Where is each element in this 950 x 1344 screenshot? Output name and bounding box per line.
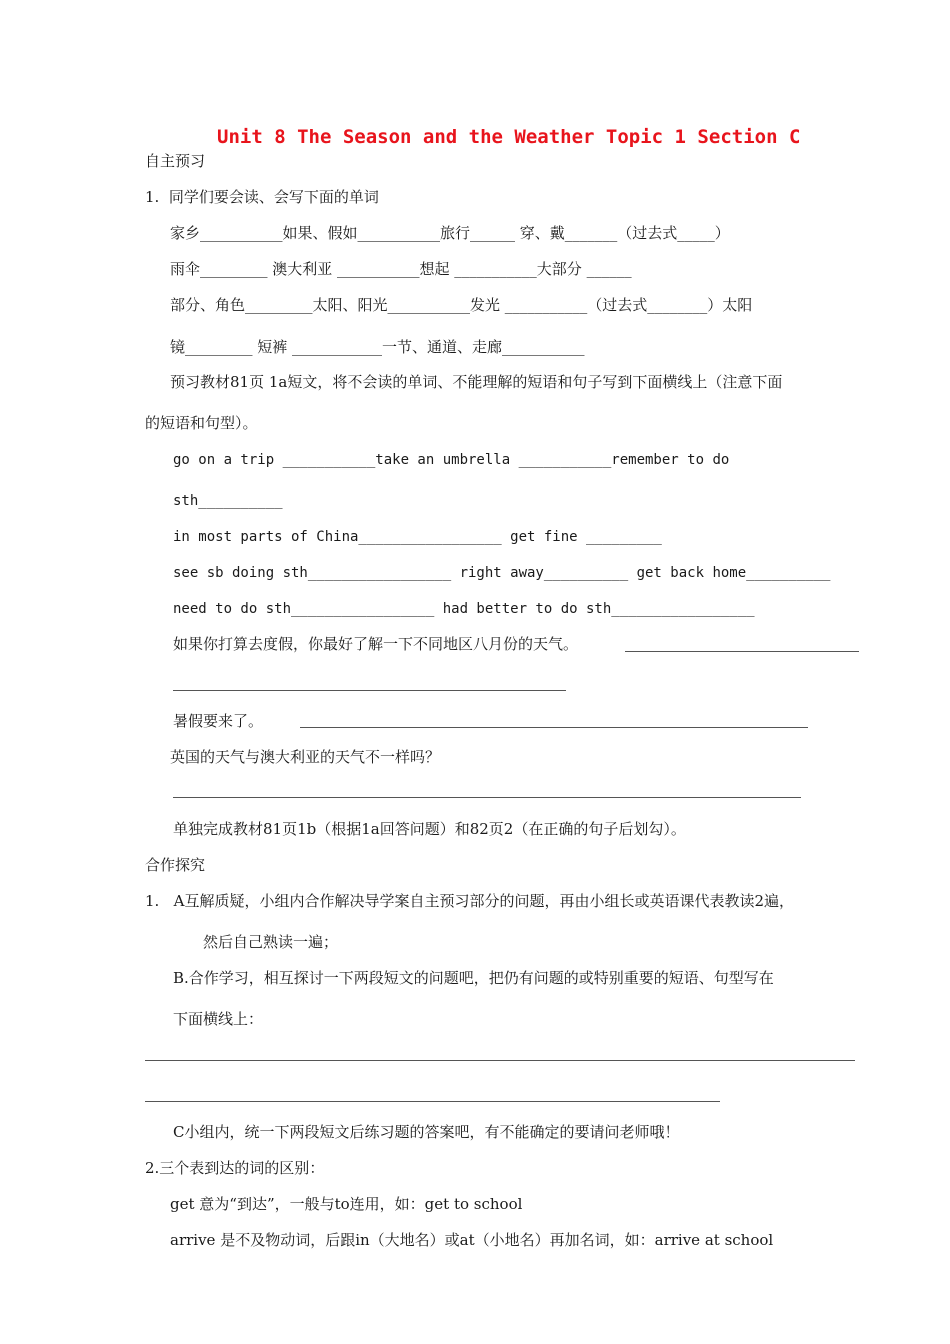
cooperation-item-a: 1. A互解质疑，小组内合作解决导学案自主预习部分的问题，再由小组长或英语课代表教读2遍， xyxy=(145,892,794,910)
answer-line xyxy=(145,1060,855,1061)
section-heading-cooperation: 合作探究 xyxy=(145,856,206,874)
cooperation-item-c: C小组内，统一下两段短文后练习题的答案吧，有不能确定的要请问老师哦！ xyxy=(173,1123,680,1141)
answer-line xyxy=(145,1101,720,1102)
vocab-line-4: 镜_________ 短裤 ____________一节、通道、走廊___________ xyxy=(170,338,585,356)
phrase-line-5: need to do sth_________________ had better to do sth_________________ xyxy=(173,601,755,617)
section-heading-self-study: 自主预习 xyxy=(145,152,206,170)
vocab-line-1: 家乡___________如果、假如___________旅行______ 穿、戴_______（过去式_____） xyxy=(170,224,730,242)
sentence-1: 如果你打算去度假，你最好了解一下不同地区八月份的天气。 xyxy=(173,635,579,653)
word-get-explanation: get 意为“到达”，一般与to连用，如：get to school xyxy=(170,1195,523,1213)
page-title: Unit 8 The Season and the Weather Topic 1 Section C xyxy=(217,126,801,148)
sentence-3: 英国的天气与澳大利亚的天气不一样吗？ xyxy=(170,748,441,766)
answer-line xyxy=(625,651,859,652)
vocab-line-2: 雨伞_________ 澳大利亚 ___________想起 ___________大部分 ______ xyxy=(170,260,632,278)
sentence-2: 暑假要来了。 xyxy=(173,712,264,730)
cooperation-item-b-cont: 下面横线上： xyxy=(173,1010,264,1028)
phrase-line-2: sth__________ xyxy=(173,493,283,509)
vocab-line-3: 部分、角色_________太阳、阳光___________发光 ___________（过去式________）太阳 xyxy=(170,296,753,314)
question-2-heading: 2.三个表到达的词的区别： xyxy=(145,1159,325,1177)
preview-instruction-line-1: 预习教材81页 1a短文，将不会读的单词、不能理解的短语和句子写到下面横线上（注意下面 xyxy=(170,373,783,391)
phrase-line-4: see sb doing sth_________________ right away__________ get back home__________ xyxy=(173,565,831,581)
phrase-line-1: go on a trip ___________take an umbrella ___________remember to do xyxy=(173,452,730,468)
cooperation-item-a-cont: 然后自己熟读一遍； xyxy=(203,933,339,951)
answer-line xyxy=(173,690,566,691)
answer-line xyxy=(173,797,801,798)
answer-line xyxy=(300,727,808,728)
textbook-task: 单独完成教材81页1b（根据1a回答问题）和82页2（在正确的句子后划勾）。 xyxy=(173,820,686,838)
question-1-heading: 1. 同学们要会读、会写下面的单词 xyxy=(145,188,379,206)
word-arrive-explanation: arrive 是不及物动词，后跟in（大地名）或at（小地名）再加名词，如：arrive at school xyxy=(170,1231,774,1249)
preview-instruction-line-2: 的短语和句型）。 xyxy=(145,414,258,432)
phrase-line-3: in most parts of China_________________ get fine _________ xyxy=(173,529,662,545)
cooperation-item-b: B.合作学习，相互探讨一下两段短文的问题吧，把仍有问题的或特别重要的短语、句型写在 xyxy=(173,969,774,987)
